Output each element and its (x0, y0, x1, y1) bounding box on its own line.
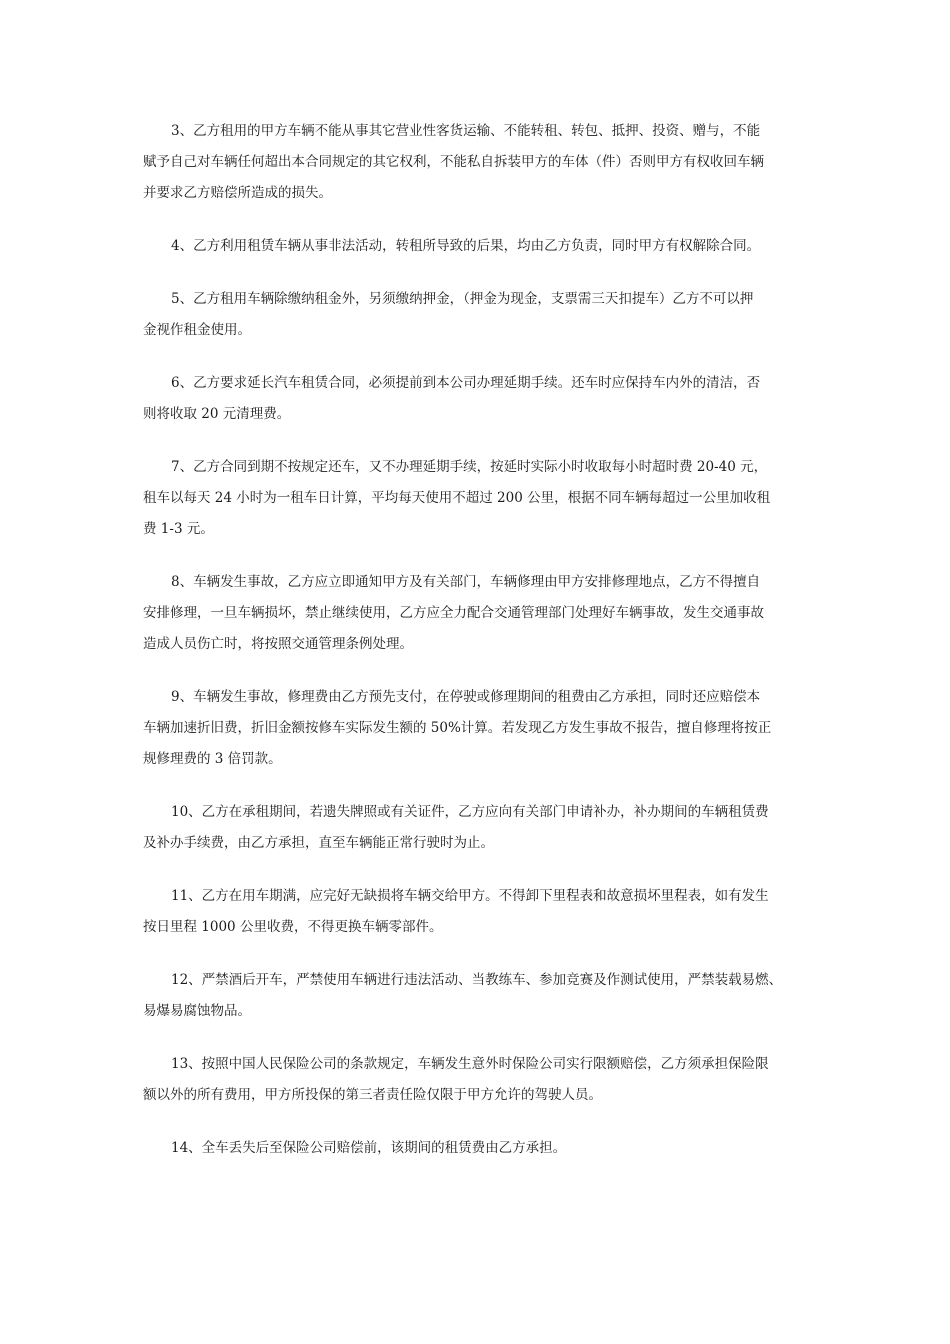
clause-line: 易爆易腐蚀物品。 (143, 1003, 251, 1019)
clause-8 (143, 567, 813, 660)
clause-line: 8、车辆发生事故，乙方应立即通知甲方及有关部门，车辆修理由甲方安排修理地点，乙方不得擅自 (171, 574, 761, 590)
clause-line: 并要求乙方赔偿所造成的损失。 (143, 185, 332, 201)
clause-13 (143, 1049, 813, 1111)
clause-line: 9、车辆发生事故，修理费由乙方预先支付，在停驶或修理期间的租费由乙方承担，同时还应赔偿本 (171, 689, 761, 705)
clause-line: 费 1-3 元。 (143, 521, 214, 537)
clause-3 (143, 116, 813, 209)
clause-7 (143, 452, 813, 545)
clause-5 (143, 284, 813, 346)
clause-line: 赋予自己对车辆任何超出本合同规定的其它权利，不能私自拆装甲方的车体（件）否则甲方有权收回车辆 (143, 154, 764, 170)
clause-line: 车辆加速折旧费，折旧金额按修车实际发生额的 50%计算。若发现乙方发生事故不报告，擅自修理将按正 (143, 720, 772, 736)
clause-line: 5、乙方租用车辆除缴纳租金外，另须缴纳押金，（押金为现金，支票需三天扣提车）乙方不可以押 (171, 291, 754, 307)
clause-line: 租车以每天 24 小时为一租车日计算，平均每天使用不超过 200 公里，根据不同车辆每超过一公里加收租 (143, 490, 771, 506)
clause-line: 及补办手续费，由乙方承担，直至车辆能正常行驶时为止。 (143, 835, 494, 851)
clause-line: 6、乙方要求延长汽车租赁合同，必须提前到本公司办理延期手续。还车时应保持车内外的清洁，否 (171, 375, 761, 391)
clause-line: 11、乙方在用车期满，应完好无缺损将车辆交给甲方。不得卸下里程表和故意损坏里程表，如有发生 (171, 888, 769, 904)
clause-line: 12、严禁酒后开车，严禁使用车辆进行违法活动、当教练车、参加竞赛及作测试使用，严禁装载易燃、 (171, 972, 783, 988)
clause-line: 安排修理，一旦车辆损坏，禁止继续使用，乙方应全力配合交通管理部门处理好车辆事故，发生交通事故 (143, 605, 764, 621)
clause-10 (143, 797, 813, 859)
clause-9 (143, 682, 813, 775)
clause-line: 金视作租金使用。 (143, 322, 251, 338)
clause-line: 3、乙方租用的甲方车辆不能从事其它营业性客货运输、不能转租、转包、抵押、投资、赠与，不能 (171, 123, 761, 139)
document-page (143, 116, 813, 1186)
clause-line: 7、乙方合同到期不按规定还车，又不办理延期手续，按延时实际小时收取每小时超时费 20-40 元， (171, 459, 768, 475)
clause-line: 规修理费的 3 倍罚款。 (143, 751, 282, 767)
clause-line: 按日里程 1000 公里收费，不得更换车辆零部件。 (143, 919, 443, 935)
clause-line: 额以外的所有费用，甲方所投保的第三者责任险仅限于甲方允许的驾驶人员。 (143, 1087, 602, 1103)
clause-6 (143, 368, 813, 430)
clause-14 (143, 1133, 813, 1164)
clause-line: 则将收取 20 元清理费。 (143, 406, 291, 422)
clause-line: 4、乙方利用租赁车辆从事非法活动，转租所导致的后果，均由乙方负责，同时甲方有权解除合同。 (171, 238, 761, 254)
clause-4 (143, 231, 813, 262)
clause-12 (143, 965, 813, 1027)
clause-line: 10、乙方在承租期间，若遗失牌照或有关证件，乙方应向有关部门申请补办，补办期间的车辆租赁费 (171, 804, 769, 820)
clause-11 (143, 881, 813, 943)
clause-line: 造成人员伤亡时，将按照交通管理条例处理。 (143, 636, 413, 652)
clause-line: 14、全车丢失后至保险公司赔偿前，该期间的租赁费由乙方承担。 (171, 1140, 567, 1156)
clause-line: 13、按照中国人民保险公司的条款规定，车辆发生意外时保险公司实行限额赔偿，乙方须承担保险限 (171, 1056, 769, 1072)
